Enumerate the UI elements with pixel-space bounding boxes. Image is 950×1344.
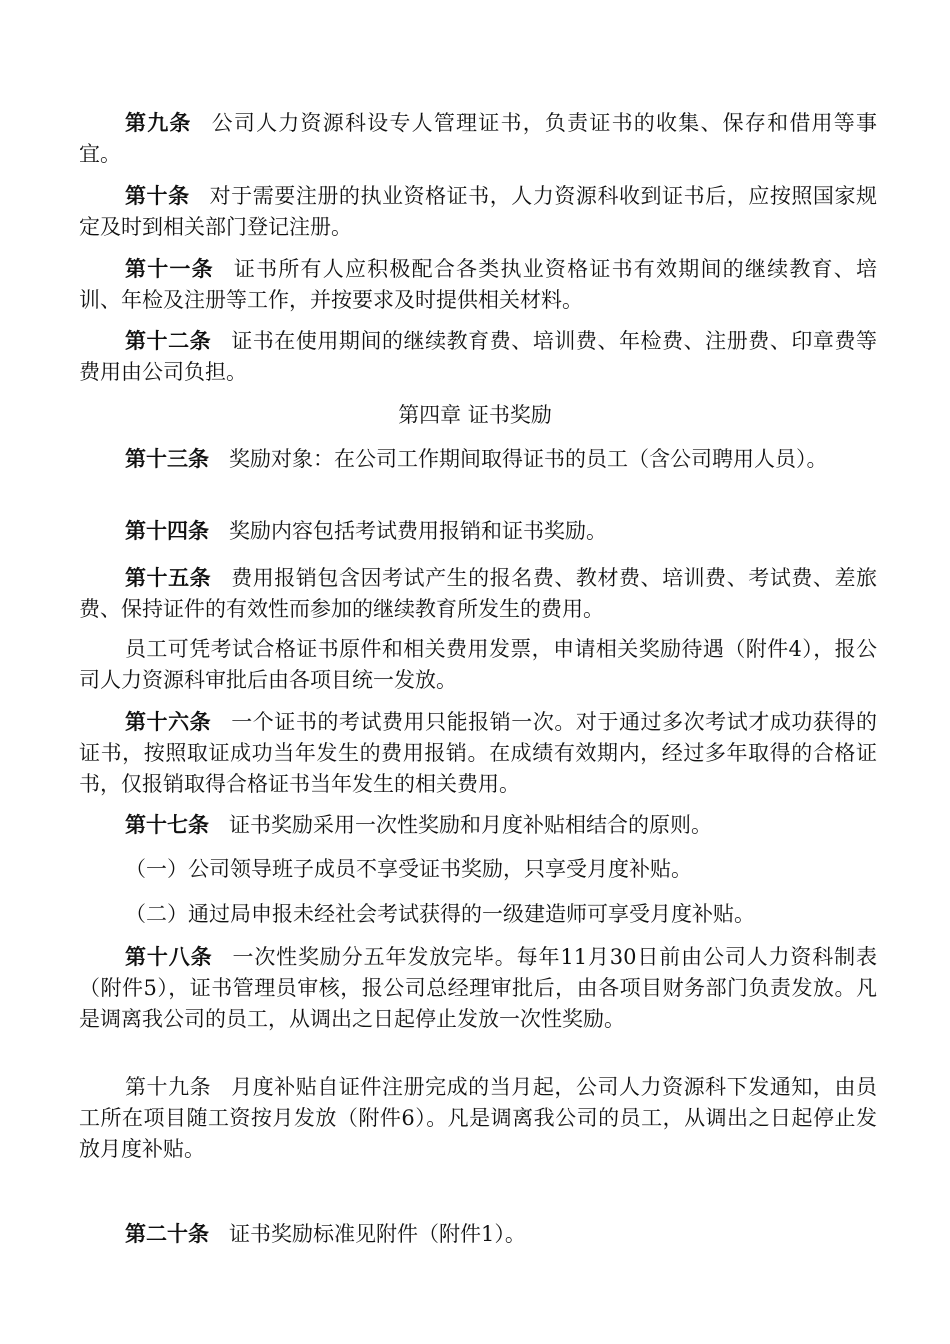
- article-13: [79, 443, 877, 475]
- article-text: 对于需要注册的执业资格证书，人力资源科收到证书后，应按照国家规定及时到相关部门登记注册。: [79, 184, 878, 239]
- article-label: 第十九条: [125, 1075, 212, 1099]
- article-label: 第十七条: [125, 812, 209, 837]
- article-17: [79, 809, 877, 841]
- article-label: 第二十条: [125, 1221, 209, 1246]
- article-text: 证书在使用期间的继续教育费、培训费、年检费、注册费、印章费等费用由公司负担。: [79, 329, 878, 384]
- article-text: 月度补贴自证件注册完成的当月起，公司人力资源科下发通知，由员工所在项目随工资按月发放（附件6）。凡是调离我公司的员工，从调出之日起停止发放月度补贴。: [79, 1075, 878, 1161]
- article-text: 奖励对象：在公司工作期间取得证书的员工（含公司聘用人员）。: [229, 447, 828, 471]
- article-label: 第十一条: [125, 256, 214, 281]
- article-text: 奖励内容包括考试费用报销和证书奖励。: [229, 519, 607, 543]
- article-text: 证书奖励采用一次性奖励和月度补贴相结合的原则。: [229, 813, 712, 837]
- article-label: 第十五条: [125, 565, 212, 590]
- article-text: 一次性奖励分五年发放完毕。每年11月30日前由公司人力资科制表（附件5），证书管理员审核，报公司总经理审批后，由各项目财务部门负责发放。凡是调离我公司的员工，从调出之日起停止发放一次性奖励。: [79, 945, 877, 1031]
- article-18: [79, 941, 877, 1035]
- article-15: [79, 562, 877, 625]
- article-9: [79, 107, 877, 170]
- article-14: [79, 515, 877, 547]
- article-16: [79, 706, 877, 800]
- list-item-1: （一）公司领导班子成员不享受证书奖励，只享受月度补贴。: [125, 857, 692, 881]
- list-item-2: （二）通过局申报未经社会考试获得的一级建造师可享受月度补贴。: [125, 902, 755, 926]
- chapter-heading: 第四章 证书奖励: [398, 403, 552, 427]
- article-label: 第十条: [125, 183, 190, 208]
- article-label: 第十三条: [125, 446, 209, 471]
- article-10: [79, 180, 877, 243]
- article-text: 证书奖励标准见附件（附件1）。: [229, 1222, 526, 1246]
- reimburse-paragraph: 员工可凭考试合格证书原件和相关费用发票，申请相关奖励待遇（附件4），报公司人力资源科审批后由各项目统一发放。: [79, 637, 877, 692]
- article-label: 第十二条: [125, 328, 212, 353]
- article-text: 证书所有人应积极配合各类执业资格证书有效期间的继续教育、培训、年检及注册等工作，并按要求及时提供相关材料。: [79, 257, 877, 312]
- article-12: [79, 325, 877, 388]
- article-label: 第十六条: [125, 709, 212, 734]
- article-label: 第九条: [125, 110, 192, 135]
- article-text: 公司人力资源科设专人管理证书，负责证书的收集、保存和借用等事宜。: [79, 111, 877, 166]
- article-label: 第十八条: [125, 944, 213, 969]
- article-text: 费用报销包含因考试产生的报名费、教材费、培训费、考试费、差旅费、保持证件的有效性而参加的继续教育所发生的费用。: [79, 566, 878, 621]
- article-label: 第十四条: [125, 518, 209, 543]
- article-text: 一个证书的考试费用只能报销一次。对于通过多次考试才成功获得的证书，按照取证成功当年发生的费用报销。在成绩有效期内，经过多年取得的合格证书，仅报销取得合格证书当年发生的相关费用。: [79, 710, 878, 796]
- article-19: [79, 1072, 877, 1165]
- article-11: [79, 253, 877, 316]
- article-20: [79, 1218, 877, 1250]
